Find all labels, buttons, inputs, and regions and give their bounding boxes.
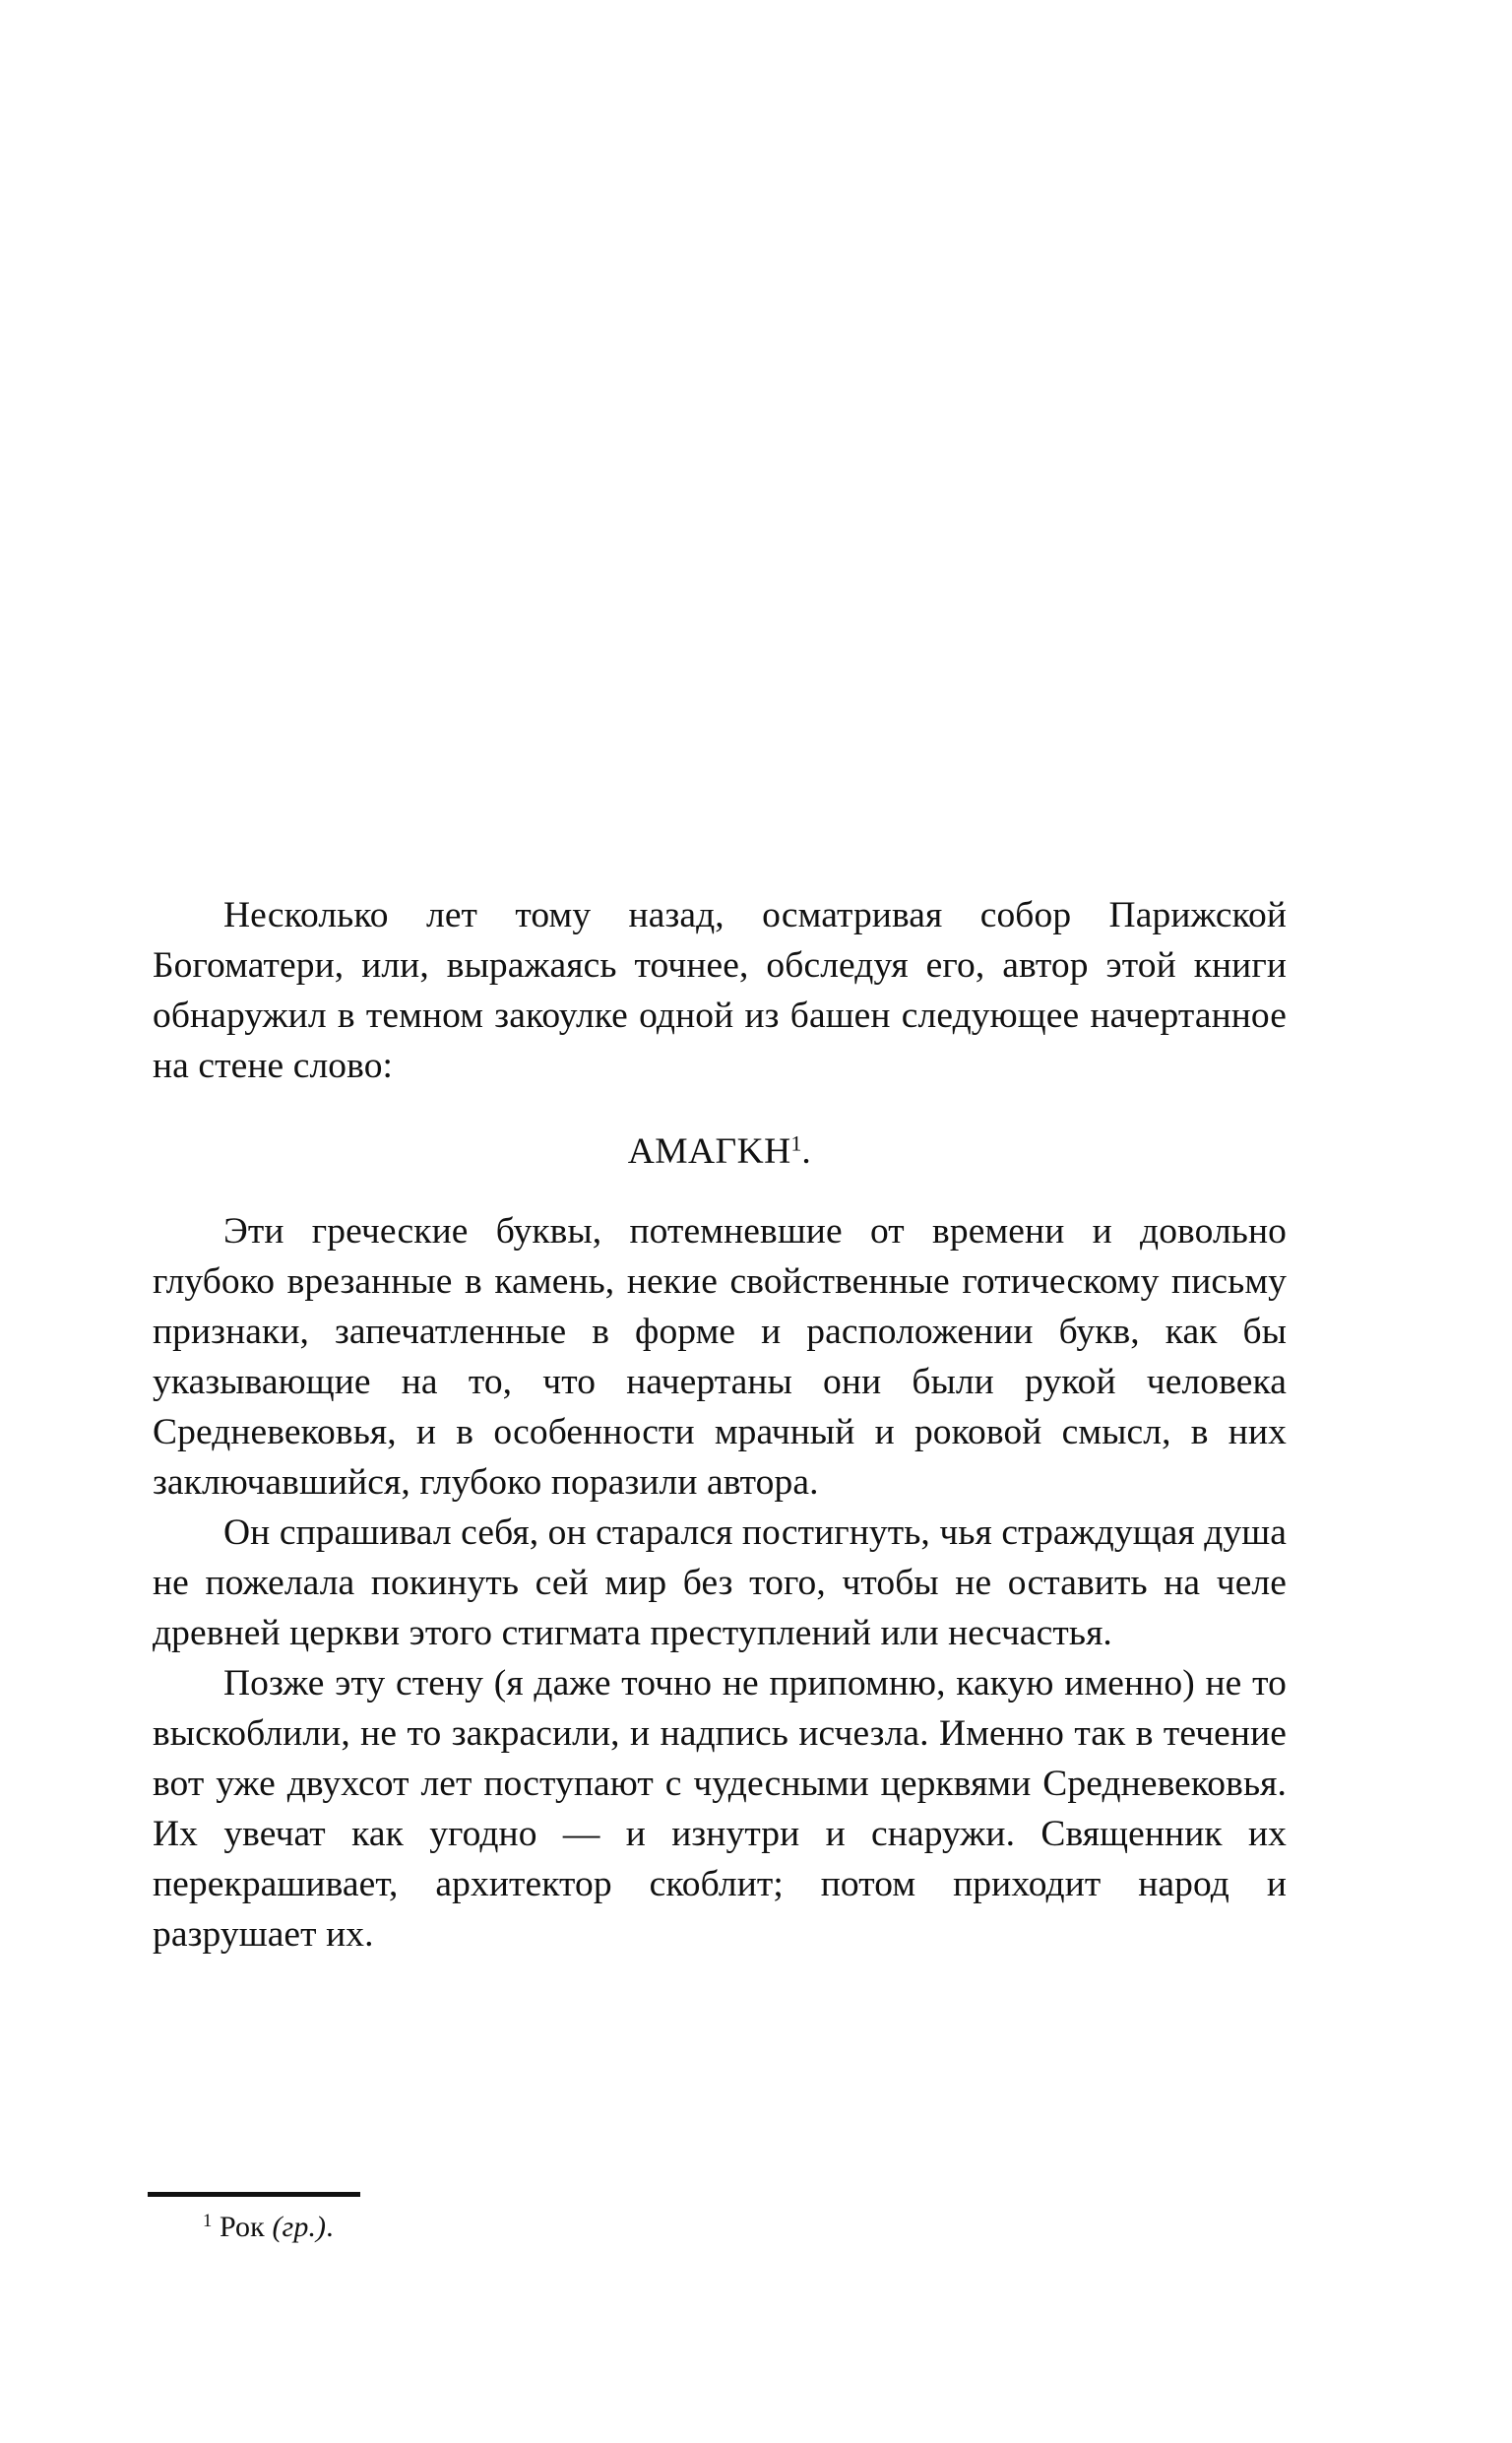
display-word-punctuation: . <box>801 1131 812 1172</box>
footnote-period: . <box>326 2211 334 2243</box>
body-text-block <box>153 890 1287 1960</box>
paragraph-2: Эти греческие буквы, потемневшие от времени и довольно глубоко врезанные в камень, некие свойственные готическому письму признаки, запечатленные в форме и расположении букв, как бы указывающие на то, что начертаны они были рукой человека Средневековья, и в особенности мрачный и роковой смысл, в них заключавшийся, глубоко поразили автора. <box>153 1211 1287 1503</box>
footnote-entry <box>148 2209 1290 2246</box>
footnote-body-text: Рок <box>220 2211 265 2243</box>
footnote-area <box>148 2192 1290 2246</box>
greek-word-text: ΑΜΑΓΚΗ <box>627 1131 791 1172</box>
footnote-language-abbrev: (гр.) <box>272 2211 327 2243</box>
paragraph-3: Он спрашивал себя, он старался постигнуть, чья страждущая душа не пожелала покинуть сей мир без того, чтобы не оставить на челе древней церкви этого стигмата преступлений или несчастья. <box>153 1512 1287 1653</box>
footnote-reference-marker[interactable]: 1 <box>790 1131 802 1156</box>
footnote-separator-rule <box>148 2192 360 2197</box>
footnote-number: 1 <box>203 2210 213 2231</box>
display-greek-word <box>153 1091 1287 1206</box>
paragraph-1: Несколько лет тому назад, осматривая собор Парижской Богоматери, или, выражаясь точнее, обследуя его, автор этой книги обнаружил в темном закоулке одной из башен следующее начертанное на стене слово: <box>153 895 1287 1086</box>
paragraph-4: Позже эту стену (я даже точно не припомню, какую именно) не то выскоблили, не то закрасили, и надпись исчезла. Именно так в течение вот уже двухсот лет поступают с чудесными церквями Средневековья. Их увечат как угодно — и изнутри и снаружи. Священник их перекрашивает, архитектор скоблит; потом приходит народ и разрушает их. <box>153 1663 1287 1955</box>
